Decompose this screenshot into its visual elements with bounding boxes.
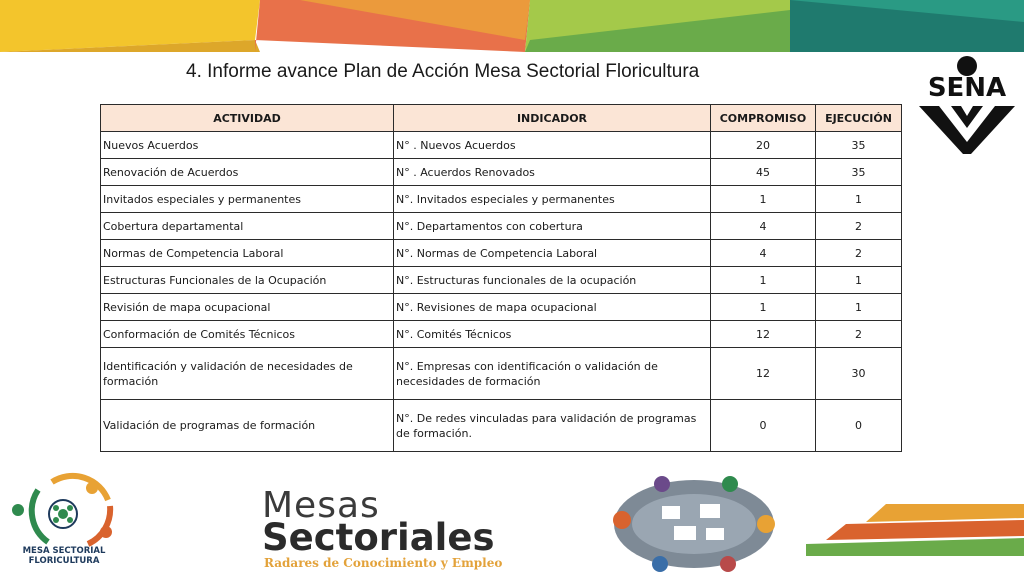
header-indicador: INDICADOR (394, 105, 711, 132)
sectoriales-wordmark: Sectoriales (262, 516, 495, 559)
cell-compromiso: 4 (711, 213, 816, 240)
table-row (101, 267, 902, 294)
action-plan-table (100, 104, 902, 452)
table-row (101, 213, 902, 240)
cell-ejecucion: 1 (816, 186, 902, 213)
cell-ejecucion: 1 (816, 267, 902, 294)
caption-line-2: FLORICULTURA (28, 556, 100, 566)
cell-ejecucion: 30 (816, 348, 902, 400)
cell-indicador: N°. Comités Técnicos (394, 321, 711, 348)
cell-ejecucion: 0 (816, 400, 902, 452)
table-row (101, 159, 902, 186)
cell-actividad: Conformación de Comités Técnicos (101, 321, 394, 348)
table-header-row (101, 105, 902, 132)
cell-compromiso: 1 (711, 294, 816, 321)
cell-ejecucion: 2 (816, 213, 902, 240)
cell-compromiso: 4 (711, 240, 816, 267)
cell-indicador: N°. De redes vinculadas para validación de programas de formación. (394, 400, 711, 452)
cell-actividad: Identificación y validación de necesidades de formación (101, 348, 394, 400)
table-row (101, 186, 902, 213)
cell-ejecucion: 1 (816, 294, 902, 321)
table-row (101, 400, 902, 452)
table-row (101, 321, 902, 348)
cell-indicador: N°. Invitados especiales y permanentes (394, 186, 711, 213)
cell-indicador: N°. Departamentos con cobertura (394, 213, 711, 240)
cell-actividad: Nuevos Acuerdos (101, 132, 394, 159)
table-row (101, 294, 902, 321)
mesas-wordmark: Mesas (262, 485, 380, 526)
header-banner (0, 0, 1024, 52)
cell-indicador: N°. Empresas con identificación o validación de necesidades de formación (394, 348, 711, 400)
cell-compromiso: 12 (711, 321, 816, 348)
header-actividad: ACTIVIDAD (101, 105, 394, 132)
cell-indicador: N°. Estructuras funcionales de la ocupación (394, 267, 711, 294)
cell-indicador: N° . Acuerdos Renovados (394, 159, 711, 186)
table-row (101, 348, 902, 400)
cell-indicador: N°. Revisiones de mapa ocupacional (394, 294, 711, 321)
cell-compromiso: 12 (711, 348, 816, 400)
cell-compromiso: 20 (711, 132, 816, 159)
cell-ejecucion: 35 (816, 159, 902, 186)
table-row (101, 240, 902, 267)
cell-indicador: N° . Nuevos Acuerdos (394, 132, 711, 159)
cell-indicador: N°. Normas de Competencia Laboral (394, 240, 711, 267)
header-compromiso: COMPROMISO (711, 105, 816, 132)
cell-ejecucion: 2 (816, 240, 902, 267)
tagline: Radares de Conocimiento y Empleo (264, 556, 503, 570)
cell-actividad: Renovación de Acuerdos (101, 159, 394, 186)
meeting-table-illustration (602, 474, 786, 574)
cell-actividad: Invitados especiales y permanentes (101, 186, 394, 213)
sena-logo (915, 54, 1019, 154)
cell-actividad: Revisión de mapa ocupacional (101, 294, 394, 321)
decorative-stripes (806, 500, 1024, 560)
mesa-floricultura-caption (6, 546, 122, 566)
cell-ejecucion: 35 (816, 132, 902, 159)
cell-actividad: Cobertura departamental (101, 213, 394, 240)
caption-line-1: MESA SECTORIAL (22, 546, 106, 556)
cell-actividad: Estructuras Funcionales de la Ocupación (101, 267, 394, 294)
table-row (101, 132, 902, 159)
cell-compromiso: 45 (711, 159, 816, 186)
sena-logo-text: SENA (927, 73, 1007, 103)
header-ejecucion: EJECUCIÓN (816, 105, 902, 132)
cell-compromiso: 1 (711, 186, 816, 213)
cell-ejecucion: 2 (816, 321, 902, 348)
cell-actividad: Validación de programas de formación (101, 400, 394, 452)
cell-compromiso: 0 (711, 400, 816, 452)
cell-compromiso: 1 (711, 267, 816, 294)
cell-actividad: Normas de Competencia Laboral (101, 240, 394, 267)
page-title: 4. Informe avance Plan de Acción Mesa Sectorial Floricultura (186, 61, 700, 82)
